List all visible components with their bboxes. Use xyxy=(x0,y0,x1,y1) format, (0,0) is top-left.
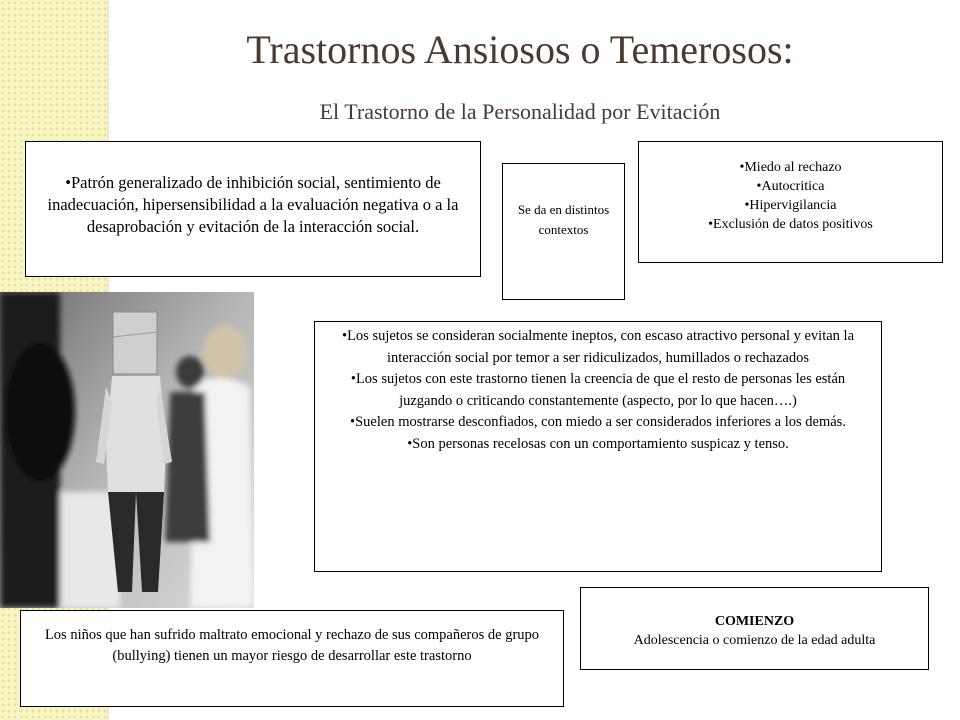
onset-box xyxy=(580,587,929,670)
contexts-text: Se da en distintos contextos xyxy=(517,202,610,237)
trait-item: • Son personas recelosas con un comportamiento suspicaz y tenso. xyxy=(323,434,873,456)
risk-text: Los niños que han sufrido maltrato emocional y rechazo de sus compañeros de grupo (bullying) tienen un mayor riesgo de desarrollar este trastorno xyxy=(44,627,540,664)
slide-title: Trastornos Ansiosos o Temerosos: xyxy=(246,27,794,72)
trait-item: • Los sujetos con este trastorno tienen la creencia de que el resto de personas les están juzgando o criticando constantemente (aspecto, por lo que hacen….) xyxy=(323,369,873,412)
symptom-item: • Miedo al rechazo xyxy=(647,158,934,177)
symptom-item: • Autocritica xyxy=(647,177,934,196)
onset-text: Adolescencia o comienzo de la edad adulta xyxy=(633,633,876,648)
contexts-box xyxy=(502,163,625,300)
slide-subtitle: El Trastorno de la Personalidad por Evitación xyxy=(319,99,721,124)
traits-box xyxy=(314,321,882,572)
definition-box xyxy=(25,141,481,277)
trait-item: • Suelen mostrarse desconfiados, con miedo a ser considerados inferiores a los demás. xyxy=(323,412,873,434)
symptoms-box xyxy=(638,141,943,263)
definition-item: • Patrón generalizado de inhibición social, sentimiento de inadecuación, hipersensibilidad a la evaluación negativa o a la desaprobación y evitación de la interacción social. xyxy=(36,172,470,238)
onset-heading: COMIENZO xyxy=(714,614,795,629)
crowd-photo-person-with-box-on-head xyxy=(0,292,254,608)
symptom-item: • Hipervigilancia xyxy=(647,196,934,215)
risk-box xyxy=(20,610,564,707)
symptom-item: • Exclusión de datos positivos xyxy=(647,215,934,234)
trait-item: • Los sujetos se consideran socialmente ineptos, con escaso atractivo personal y evitan la interacción social por temor a ser ridiculizados, humillados o rechazados xyxy=(323,326,873,369)
